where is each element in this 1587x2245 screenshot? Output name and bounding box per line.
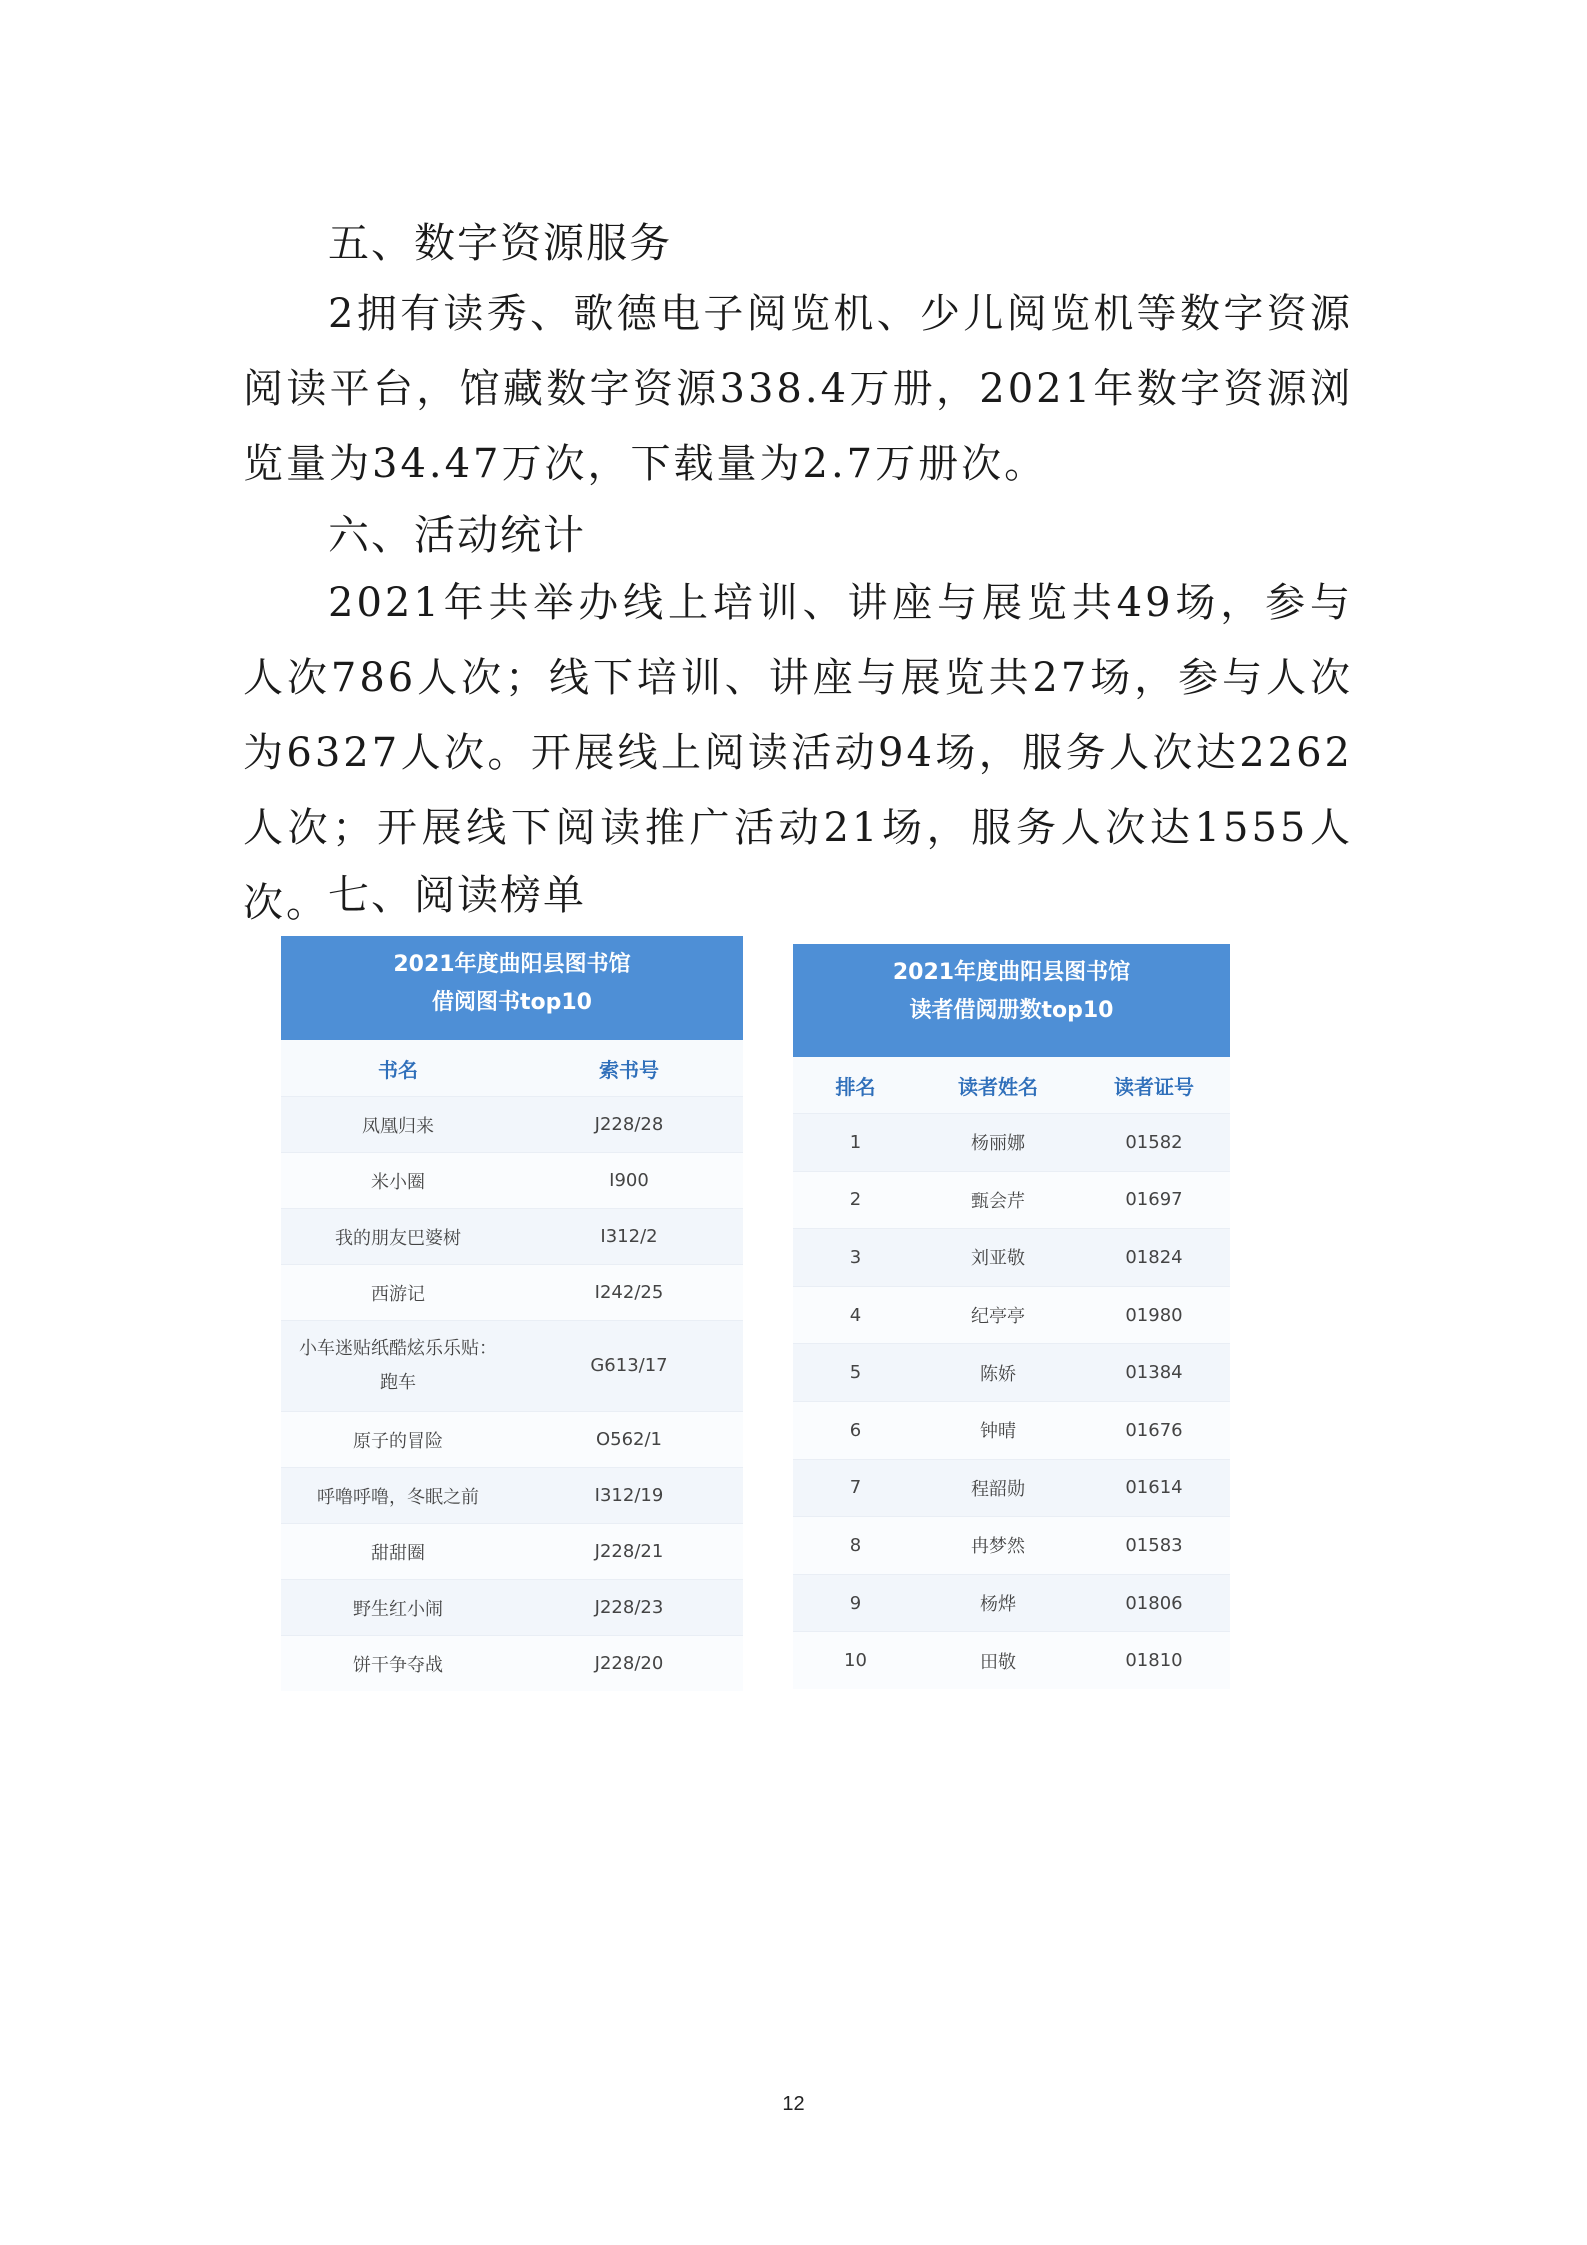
table-row [281, 1208, 743, 1264]
table-row [281, 1152, 743, 1208]
table-row [793, 1228, 1230, 1286]
table-row [793, 1516, 1230, 1574]
call-number: O562/1 [595, 1429, 663, 1450]
book-title: 饼干争夺战 [353, 1654, 443, 1676]
reader-name: 纪亭亭 [971, 1306, 1025, 1328]
table-row [281, 1320, 743, 1411]
call-number: I242/25 [594, 1282, 664, 1303]
table-row [281, 1579, 743, 1635]
table-row [281, 1096, 743, 1152]
table-column-headers [793, 1057, 1230, 1113]
book-title: 甜甜圈 [371, 1542, 425, 1564]
rank: 10 [844, 1650, 867, 1672]
paragraph-digital-resources: 2拥有读秀、歌德电子阅览机、少儿阅览机等数字资源阅读平台，馆藏数字资源338.4万册，2021年数字资源浏览量为34.47万次，下载量为2.7万册次。 [243, 291, 1353, 487]
table-row [281, 1411, 743, 1467]
table-title-line2: 读者借阅册数top10 [909, 998, 1114, 1023]
card-number: 01980 [1125, 1304, 1183, 1326]
rank: 2 [849, 1189, 862, 1211]
card-number: 01806 [1125, 1592, 1183, 1614]
card-number: 01582 [1125, 1131, 1183, 1153]
call-number: G613/17 [590, 1355, 668, 1376]
call-number: I900 [609, 1170, 649, 1191]
reader-name: 杨丽娜 [971, 1133, 1025, 1155]
table-header [281, 936, 743, 1040]
book-title: 米小圈 [371, 1171, 425, 1193]
table-title-line2: 借阅图书top10 [432, 990, 592, 1015]
card-number: 01810 [1125, 1650, 1183, 1672]
call-number: I312/2 [600, 1226, 658, 1247]
table-row [281, 1467, 743, 1523]
table-row [793, 1459, 1230, 1517]
table-title-line1: 2021年度曲阳县图书馆 [892, 960, 1131, 985]
rank: 4 [849, 1304, 862, 1326]
section-heading-reading-rankings: 七、阅读榜单 [328, 871, 586, 919]
reader-name: 田敬 [980, 1651, 1016, 1673]
book-title: 我的朋友巴婆树 [335, 1227, 461, 1249]
book-title: 野生红小闹 [353, 1598, 443, 1620]
rank: 3 [849, 1246, 862, 1268]
column-header-rank: 排名 [835, 1074, 876, 1099]
call-number: J228/21 [594, 1541, 664, 1562]
section-heading-activity-stats: 六、活动统计 [328, 511, 586, 559]
table-body [793, 1113, 1230, 1689]
book-title: 西游记 [371, 1283, 425, 1305]
call-number: J228/23 [594, 1597, 664, 1618]
table-header [793, 944, 1230, 1057]
table-row [281, 1523, 743, 1579]
rank: 8 [849, 1534, 862, 1556]
reader-name: 冉梦然 [971, 1536, 1025, 1558]
rank: 5 [849, 1362, 862, 1384]
table-title-line1: 2021年度曲阳县图书馆 [393, 952, 631, 977]
card-number: 01824 [1125, 1246, 1183, 1268]
book-title: 小车迷贴纸酷炫乐乐贴：跑车 [299, 1338, 497, 1393]
table-row [793, 1343, 1230, 1401]
table-row [281, 1264, 743, 1320]
rank: 7 [849, 1477, 862, 1499]
call-number: I312/19 [594, 1485, 664, 1506]
table-row [793, 1286, 1230, 1344]
book-title: 凤凰归来 [362, 1115, 434, 1137]
table-row [793, 1574, 1230, 1632]
reader-name: 杨烨 [980, 1594, 1016, 1616]
table-column-headers [281, 1040, 743, 1096]
column-header-card-number: 读者证号 [1114, 1074, 1194, 1099]
column-header-reader-name: 读者姓名 [958, 1074, 1038, 1099]
book-title: 呼噜呼噜，冬眠之前 [317, 1486, 479, 1508]
column-header-title: 书名 [378, 1057, 418, 1082]
call-number: J228/20 [594, 1653, 664, 1674]
rank: 9 [849, 1592, 862, 1614]
table-row [793, 1171, 1230, 1229]
card-number: 01583 [1125, 1534, 1183, 1556]
table-row [793, 1631, 1230, 1689]
rank: 6 [849, 1419, 862, 1441]
paragraph-activity-stats: 2021年共举办线上培训、讲座与展览共49场，参与人次786人次；线下培训、讲座与展览共27场，参与人次为6327人次。开展线上阅读活动94场，服务人次达2262人次；开展线下阅读推广活动21场，服务人次达1555人次。 [243, 580, 1353, 926]
top-books-table [281, 936, 743, 1688]
card-number: 01384 [1125, 1362, 1183, 1384]
column-header-call-number: 索书号 [599, 1057, 659, 1082]
top-readers-table [793, 944, 1230, 1679]
table-body [281, 1096, 743, 1691]
reader-name: 甄会芹 [971, 1190, 1025, 1212]
card-number: 01676 [1125, 1419, 1183, 1441]
call-number: J228/28 [594, 1114, 664, 1135]
card-number: 01697 [1125, 1189, 1183, 1211]
reader-name: 钟晴 [980, 1421, 1016, 1443]
page-number: 12 [782, 2093, 805, 2115]
table-row [793, 1113, 1230, 1171]
book-title: 原子的冒险 [353, 1430, 443, 1452]
reader-name: 刘亚敬 [971, 1248, 1025, 1270]
table-row [793, 1401, 1230, 1459]
section-heading-digital-resources: 五、数字资源服务 [328, 219, 672, 267]
card-number: 01614 [1125, 1477, 1183, 1499]
table-row [281, 1635, 743, 1691]
rank: 1 [849, 1131, 862, 1153]
reader-name: 陈娇 [980, 1363, 1016, 1385]
reader-name: 程韶勋 [971, 1478, 1025, 1500]
